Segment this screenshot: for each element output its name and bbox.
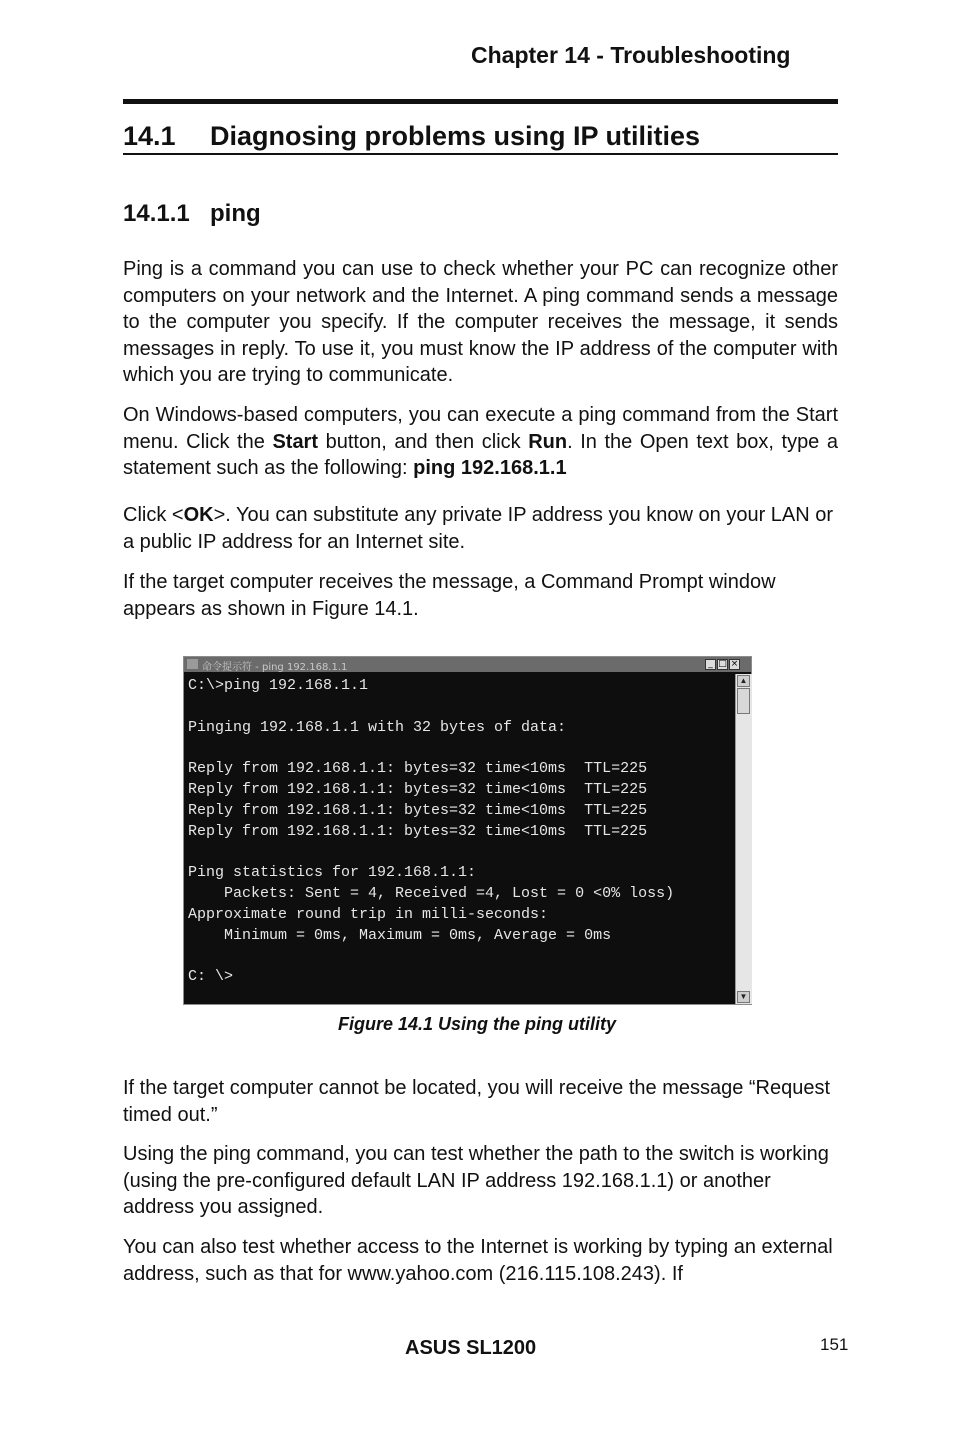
paragraph-internet-test: You can also test whether access to the Internet is working by typing an external address, such as that for www.yahoo.com (216.115.108.243). If bbox=[123, 1236, 833, 1285]
scroll-up-arrow-icon[interactable]: ▲ bbox=[737, 675, 750, 687]
terminal-line: Approximate round trip in milli-seconds: bbox=[188, 905, 549, 923]
terminal-line: Packets: Sent = 4, Received =4, Lost = 0 <0% loss) bbox=[188, 884, 675, 902]
paragraph-text: button, and then click bbox=[318, 430, 529, 453]
chapter-header: Chapter 14 - Troubleshooting bbox=[471, 42, 791, 68]
terminal-output bbox=[188, 676, 736, 1002]
minimize-icon[interactable]: _ bbox=[705, 659, 716, 670]
section-title bbox=[123, 120, 838, 155]
figure-caption: Figure 14.1 Using the ping utility bbox=[337, 1014, 617, 1034]
paragraph-text: Click < bbox=[123, 504, 184, 526]
terminal-line: C: \> bbox=[188, 968, 234, 986]
section-title-text: Diagnosing problems using IP utilities bbox=[210, 121, 701, 151]
run-keyword: Run bbox=[528, 430, 568, 453]
close-icon[interactable]: × bbox=[730, 659, 739, 669]
page-number: 151 bbox=[820, 1335, 849, 1354]
terminal-line: Minimum = 0ms, Maximum = 0ms, Average = 0ms bbox=[188, 926, 612, 944]
paragraph-intro: Ping is a command you can use to check whether your PC can recognize other computers on your network and the Internet. A ping command sends a message to the computer you specify. If the computer receives the message, it sends messages in reply. To use it, you must know the IP address of the computer with which you are trying to communicate. bbox=[123, 258, 838, 386]
header-rule bbox=[123, 99, 838, 104]
terminal-line: Reply from 192.168.1.1: bytes=32 time<10ms TTL=225 bbox=[188, 801, 648, 819]
terminal-line: C:\>ping 192.168.1.1 bbox=[188, 677, 369, 694]
paragraph-text: On Windows-based computers, you can execute a ping command from the Start menu. Click the bbox=[123, 404, 838, 453]
terminal-line bbox=[188, 842, 736, 863]
paragraph-click-ok bbox=[123, 502, 838, 555]
paragraph-path-test: Using the ping command, you can test whether the path to the switch is working (using the pre-configured default LAN IP address 192.168.1.1) or another address you assigned. bbox=[123, 1143, 829, 1218]
ping-command: ping 192.168.1.1 bbox=[413, 457, 567, 479]
terminal-title: 命令提示符 - ping 192.168.1.1 bbox=[202, 662, 348, 673]
command-prompt-window bbox=[183, 656, 752, 1005]
scroll-down-arrow-icon[interactable]: ▼ bbox=[737, 991, 750, 1003]
start-keyword: Start bbox=[272, 430, 319, 453]
terminal-line: Ping statistics for 192.168.1.1: bbox=[188, 864, 477, 882]
terminal-scrollbar[interactable] bbox=[735, 674, 752, 1004]
terminal-line: Reply from 192.168.1.1: bytes=32 time<10ms TTL=225 bbox=[188, 822, 648, 840]
paragraph-windows-start bbox=[123, 402, 838, 482]
scroll-thumb[interactable] bbox=[737, 688, 750, 714]
paragraph-text: . In the Open text box, type a statement such as the following: bbox=[123, 430, 839, 479]
paragraph-command-prompt: If the target computer receives the message, a Command Prompt window appears as shown in Figure 14.1. bbox=[123, 571, 776, 620]
subsection-title-text: ping bbox=[210, 200, 261, 227]
terminal-line bbox=[188, 946, 736, 967]
terminal-titlebar bbox=[184, 657, 751, 672]
subsection-title bbox=[123, 200, 261, 228]
maximize-icon[interactable]: □ bbox=[718, 659, 727, 669]
terminal-line: Reply from 192.168.1.1: bytes=32 time<10ms TTL=225 bbox=[188, 760, 648, 778]
terminal-app-icon bbox=[187, 659, 198, 669]
paragraph-text: >. You can substitute any private IP address you know on your LAN or a public IP address for an Internet site. bbox=[123, 504, 834, 553]
terminal-line: Pinging 192.168.1.1 with 32 bytes of data: bbox=[188, 718, 567, 736]
terminal-line bbox=[188, 697, 736, 718]
section-number: 14.1 bbox=[123, 121, 176, 151]
footer-product-name: ASUS SL1200 bbox=[405, 1337, 537, 1359]
terminal-line: Reply from 192.168.1.1: bytes=32 time<10ms TTL=225 bbox=[188, 780, 648, 798]
terminal-line bbox=[188, 738, 736, 759]
subsection-number: 14.1.1 bbox=[123, 200, 190, 227]
paragraph-request-timed-out: If the target computer cannot be located, you will receive the message “Request timed out.” bbox=[123, 1077, 831, 1126]
ok-keyword: OK bbox=[183, 504, 214, 526]
